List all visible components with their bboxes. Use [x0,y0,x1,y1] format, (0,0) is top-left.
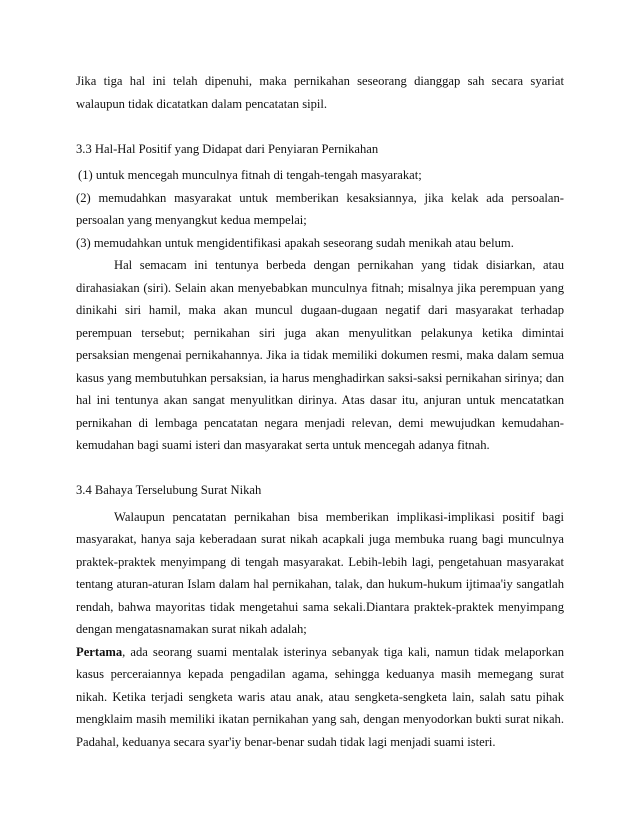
pertama-label: Pertama [76,644,123,659]
spacer [76,457,564,480]
spacer [76,115,564,138]
list-item-3: (3) memudahkan untuk mengidentifikasi apakah seseorang sudah menikah atau belum. [76,235,514,250]
document-page [76,70,564,753]
list-item-1: (1) untuk mencegah munculnya fitnah di tengah-tengah masyarakat; [78,168,422,182]
section-heading-3-3: 3.3 Hal-Hal Positif yang Didapat dari Penyiaran Pernikahan [76,141,379,156]
list-item-2: (2) memudahkan masyarakat untuk memberikan kesaksiannya, jika kelak ada persoalan-persoalan yang menyangkut kedua mempelai; [76,190,564,227]
body-paragraph-3-3: Hal semacam ini tentunya berbeda dengan pernikahan yang tidak disiarkan, atau dirahasiakan (siri). Selain akan menyebabkan munculnya fitnah; misalnya jika perempuan yang dinikahi siri hamil, maka akan muncul dugaan-dugaan negatif dari masyarakat terhadap perempuan tersebut; pernikahan siri juga akan menyulitkan pelakunya ketika dimintai persaksian mengenai pernikahannya. Jika ia tidak memiliki dokumen resmi, maka dalam semua kasus yang membutuhkan persaksian, ia harus menghadirkan saksi-saksi pernikahan sirinya; dan hal ini tentunya akan sangat menyulitkan dirinya. Atas dasar itu, anjuran untuk mencatatkan pernikahan di lembaga pencatatan negara menjadi relevan, demi mewujudkan kemudahan-kemudahan bagi suami isteri dan masyarakat serta untuk mencegah adanya fitnah. [76,258,564,452]
intro-paragraph: Jika tiga hal ini telah dipenuhi, maka pernikahan seseorang dianggap sah secara syariat walaupun tidak dicatatkan dalam pencatatan sipil. [76,74,564,111]
body-paragraph-3-4: Walaupun pencatatan pernikahan bisa memberikan implikasi-implikasi positif bagi masyarakat, hanya saja keberadaan surat nikah acapkali juga membuka ruang bagi munculnya praktek-praktek menyimpang di tengah masyarakat. Lebih-lebih lagi, pengetahuan masyarakat tentang aturan-aturan Islam dalam hal pernikahan, talak, dan hukum-hukum ijtimaa'iy sangatlah rendah, bahwa mayoritas tidak mengetahui sama sekali.Diantara praktek-praktek menyimpang dengan mengatasnamakan surat nikah adalah; [76,509,564,636]
pertama-text: , ada seorang suami mentalak isterinya sebanyak tiga kali, namun tidak melaporkan kasus perceraiannya kepada pengadilan agama, sehingga keduanya masih memegang surat nikah. Ketika terjadi sengketa waris atau anak, atau sengketa-sengketa lain, salah satu pihak mengklaim masih memiliki ikatan pernikahan yang sah, dengan menyodorkan bukti surat nikah. Padahal, keduanya secara syar'iy benar-benar sudah tidak lagi menjadi suami isteri. [76,644,564,749]
pertama-paragraph [76,641,564,754]
section-heading-3-4: 3.4 Bahaya Terselubung Surat Nikah [76,483,262,497]
